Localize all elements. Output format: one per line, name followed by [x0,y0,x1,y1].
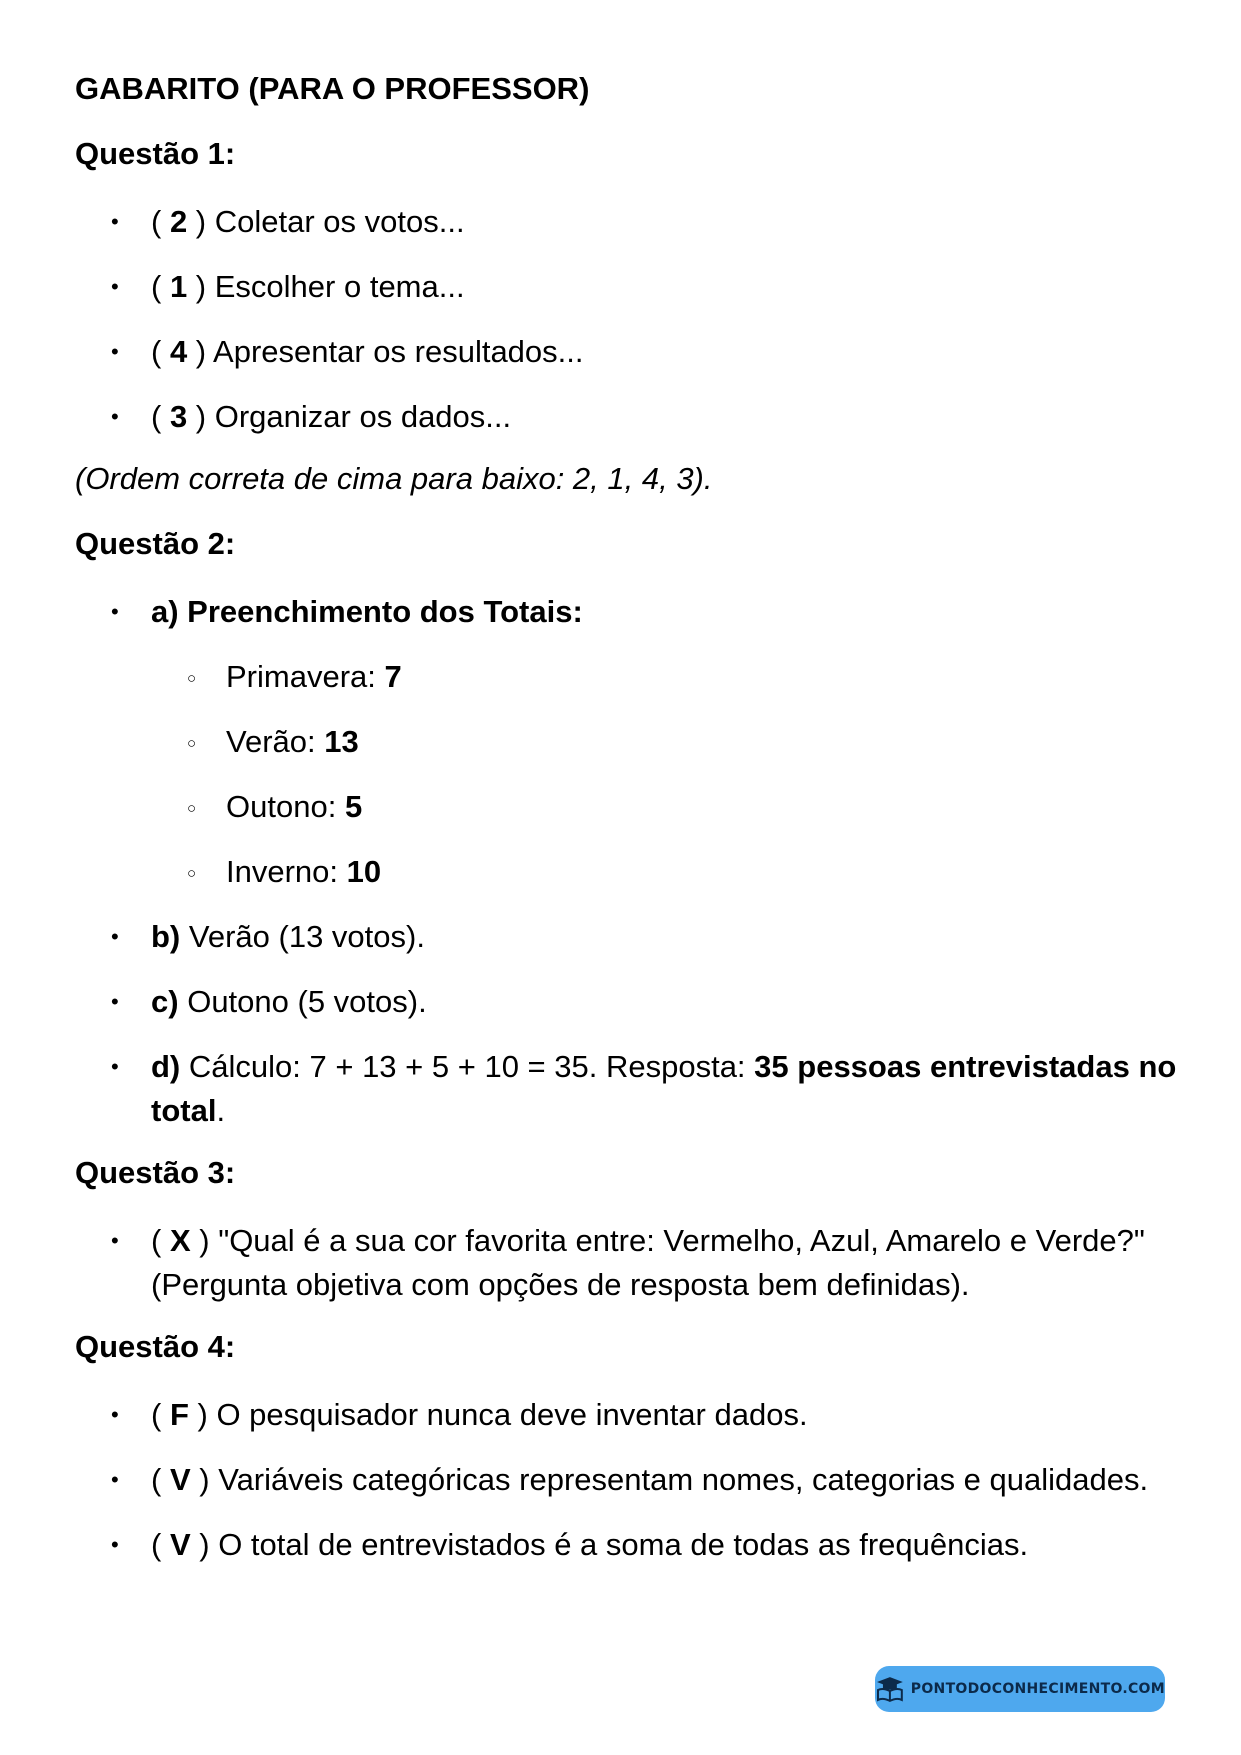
question-1-list [75,200,1185,439]
item-a-label: a) Preenchimento dos Totais: [151,594,583,629]
list-item: • ( 1 ) Escolher o tema... [75,265,1185,309]
item-d-end: . [216,1093,226,1128]
question-1-title: Questão 1: [75,136,236,171]
season-total: 13 [324,724,359,759]
list-item: • ( X ) "Qual é a sua cor favorita entre: Vermelho, Azul, Amarelo e Verde?" (Pergunta objetiva com opções de resposta bem definidas). [75,1219,1185,1307]
item-text: O pesquisador nunca deve inventar dados. [216,1397,808,1432]
season-name: Verão: [226,724,316,759]
item-text: Organizar os dados... [214,399,512,434]
season-name: Primavera: [226,659,376,694]
total-item [151,720,1185,764]
question-3-list [75,1219,1185,1307]
answer-key-page [75,70,1185,1588]
item-c-label: c) [151,984,179,1019]
order-number: 1 [169,269,188,304]
order-number: 2 [169,204,188,239]
order-number: 3 [169,399,188,434]
item-text: Escolher o tema... [214,269,465,304]
item-d-text: Cálculo: 7 + 13 + 5 + 10 = 35. Resposta: [188,1049,746,1084]
logo-text: PONTODOCONHECIMENTO.COM [910,1681,1165,1697]
item-d-answer: 35 pessoas entrevistadas no total [151,1049,1177,1128]
item-text: Variáveis categóricas representam nomes, categorias e qualidades. [218,1462,1149,1497]
answer-mark: X [169,1223,191,1258]
item-b-label: b) [151,919,181,954]
list-item: • ( 2 ) Coletar os votos... [75,200,1185,244]
season-total: 5 [344,789,363,824]
page-title: GABARITO (PARA O PROFESSOR) [75,71,590,106]
list-item [75,590,1185,894]
answer-mark: V [169,1462,191,1497]
list-item: • ( F ) O pesquisador nunca deve inventar dados. [75,1393,1185,1437]
total-item [151,785,1185,829]
item-b-text: Verão (13 votos). [188,919,425,954]
list-item: • ( 4 ) Apresentar os resultados... [75,330,1185,374]
question-2-title: Questão 2: [75,526,236,561]
item-c-text: Outono (5 votos). [187,984,427,1019]
item-text: "Qual é a sua cor favorita entre: Vermelho, Azul, Amarelo e Verde?" (Pergunta objetiva com opções de resposta bem definidas). [151,1223,1145,1302]
item-text: Apresentar os resultados... [213,334,584,369]
question-4-list [75,1393,1185,1567]
total-item [151,655,1185,699]
answer-mark: F [169,1397,189,1432]
list-item [75,915,1185,959]
totals-list [151,655,1185,894]
list-item: • ( 3 ) Organizar os dados... [75,395,1185,439]
list-item: • ( V ) O total de entrevistados é a soma de todas as frequências. [75,1523,1185,1567]
question-1-note: (Ordem correta de cima para baixo: 2, 1, 4, 3). [75,461,713,496]
list-item: • ( V ) Variáveis categóricas representam nomes, categorias e qualidades. [75,1458,1185,1502]
list-item [75,1045,1185,1133]
question-3-title: Questão 3: [75,1155,236,1190]
site-logo[interactable] [875,1666,1165,1712]
item-d-label: d) [151,1049,181,1084]
item-text: Coletar os votos... [214,204,465,239]
season-name: Inverno: [226,854,339,889]
book-graduation-icon [875,1676,905,1702]
list-item [75,980,1185,1024]
item-text: O total de entrevistados é a soma de todas as frequências. [218,1527,1029,1562]
total-item [151,850,1185,894]
order-number: 4 [169,334,188,369]
question-4-title: Questão 4: [75,1329,236,1364]
question-2-list [75,590,1185,1133]
season-name: Outono: [226,789,337,824]
season-total: 7 [384,659,402,694]
answer-mark: V [169,1527,191,1562]
season-total: 10 [346,854,382,889]
